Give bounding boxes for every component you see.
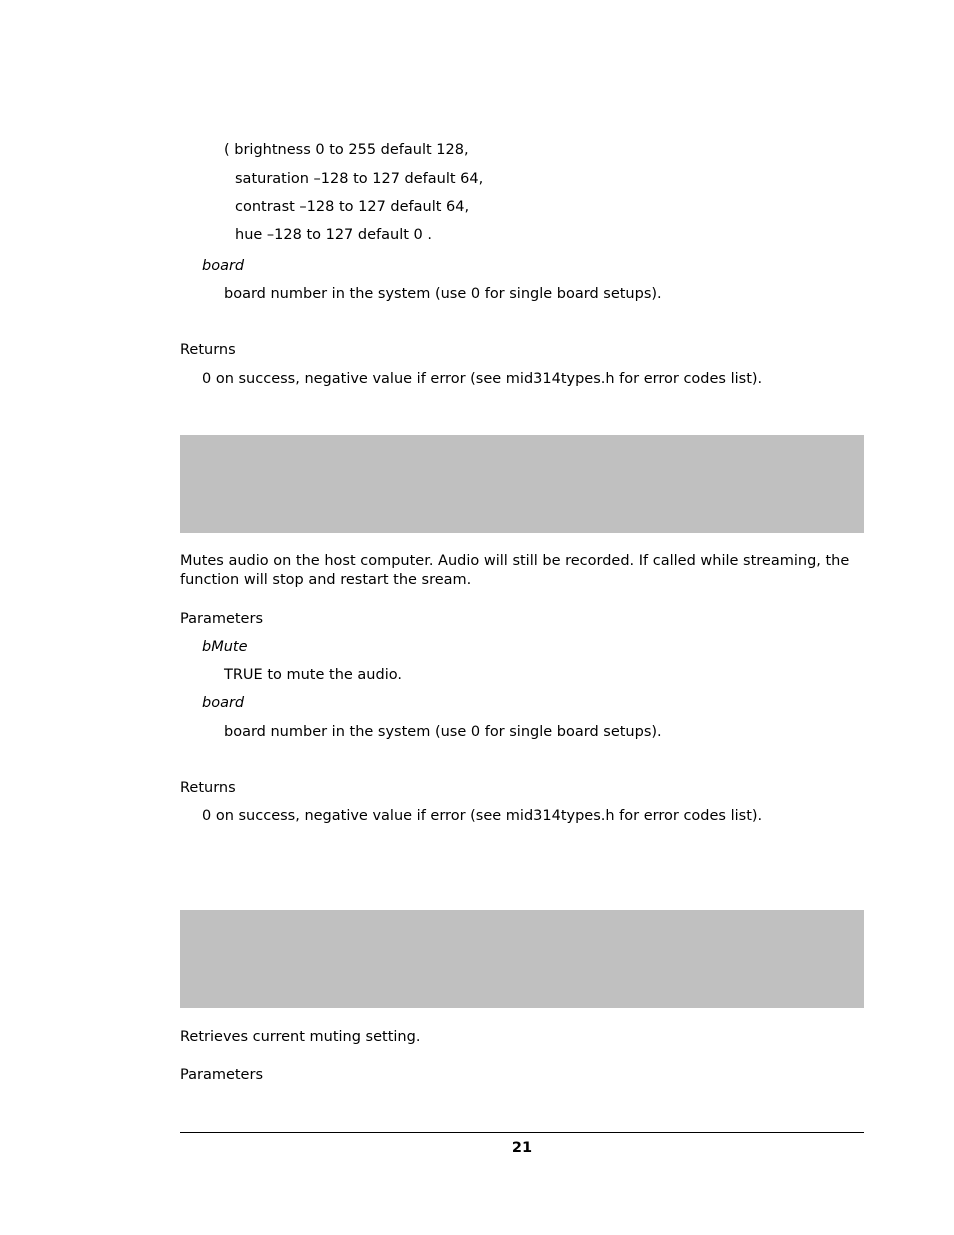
param-name-board: board xyxy=(202,258,245,274)
function-header-box-mute xyxy=(180,435,864,533)
param-desc-board: board number in the system (use 0 for single board setups). xyxy=(224,286,662,302)
parameters-heading: Parameters xyxy=(180,611,263,627)
param-desc-bmute: TRUE to mute the audio. xyxy=(224,667,402,683)
range-line-contrast: contrast –128 to 127 default 64, xyxy=(235,199,470,215)
get-mute-description: Retrieves current muting setting. xyxy=(180,1029,421,1045)
range-line-hue: hue –128 to 127 default 0 . xyxy=(235,227,432,243)
param-name-board: board xyxy=(202,695,245,711)
returns-text: 0 on success, negative value if error (see mid314types.h for error codes list). xyxy=(202,371,763,387)
function-header-box-get-mute xyxy=(180,910,864,1008)
range-line-saturation: saturation –128 to 127 default 64, xyxy=(235,171,484,187)
mute-description: Mutes audio on the host computer. Audio will still be recorded. If called while streaming, the function will stop and restart the sream. xyxy=(180,553,850,588)
returns-heading: Returns xyxy=(180,780,236,796)
range-line-brightness: ( brightness 0 to 255 default 128, xyxy=(224,142,469,158)
param-desc-board: board number in the system (use 0 for single board setups). xyxy=(224,724,662,740)
page-number: 21 xyxy=(511,1140,533,1156)
returns-heading: Returns xyxy=(180,342,236,358)
returns-text: 0 on success, negative value if error (see mid314types.h for error codes list). xyxy=(202,808,763,824)
param-name-bmute: bMute xyxy=(202,639,248,655)
parameters-heading: Parameters xyxy=(180,1067,263,1083)
footer-rule xyxy=(180,1132,864,1133)
